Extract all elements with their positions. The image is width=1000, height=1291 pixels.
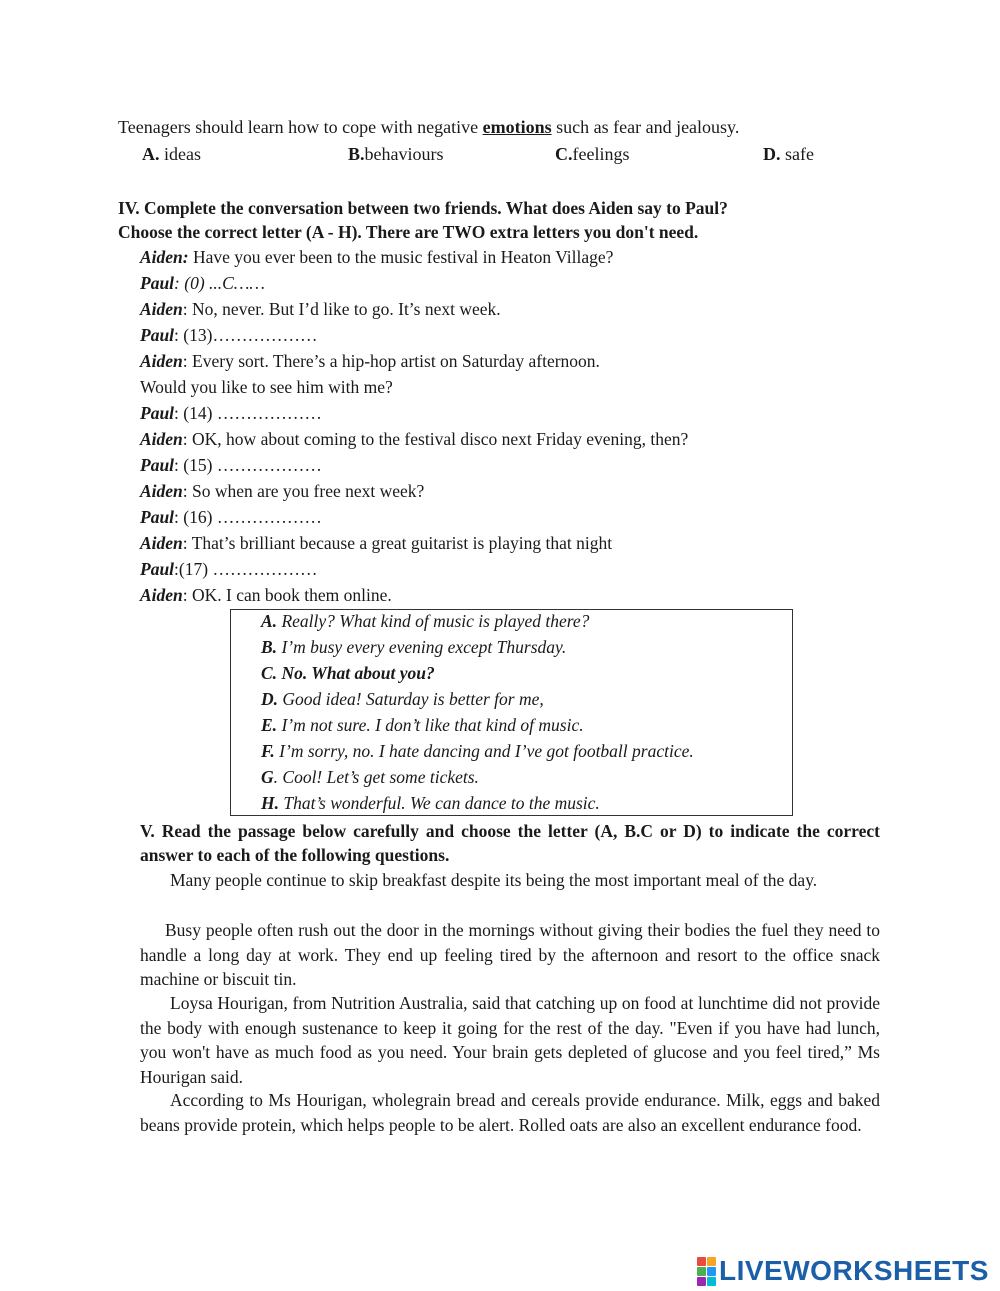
choice-b: B. I’m busy every evening except Thursday. xyxy=(261,637,567,657)
logo-blocks-icon xyxy=(697,1257,716,1286)
passage-paragraph-4: According to Ms Hourigan, wholegrain bread and cereals provide endurance. Milk, eggs and baked beans provide protein, which helps people to be alert. Rolled oats are also an excellent endurance food. xyxy=(140,1090,880,1135)
choice-h: H. That’s wonderful. We can dance to the music. xyxy=(261,793,600,813)
dialogue-line: Aiden: Have you ever been to the music festival in Heaton Village? xyxy=(140,247,614,267)
choice-d: D. Good idea! Saturday is better for me, xyxy=(261,689,544,709)
choice-g: G. Cool! Let’s get some tickets. xyxy=(261,767,479,787)
logo-text: LIVEWORKSHEETS xyxy=(719,1255,989,1286)
dialogue-line: Paul: (0) ...C…… xyxy=(140,273,265,293)
answer-blank-15[interactable]: Paul: (15) ……………… xyxy=(140,455,322,475)
option-a[interactable]: A. ideas xyxy=(142,144,201,164)
answer-blank-13[interactable]: Paul: (13)……………… xyxy=(140,325,318,345)
option-b[interactable]: B.behaviours xyxy=(348,144,444,164)
dialogue-line: Aiden: Every sort. There’s a hip-hop artist on Saturday afternoon. xyxy=(140,351,600,371)
option-d[interactable]: D. safe xyxy=(763,144,814,164)
keyword-emotions: emotions xyxy=(482,117,552,137)
passage-paragraph-3: Loysa Hourigan, from Nutrition Australia, said that catching up on food at lunchtime did not provide the body with enough sustenance to keep it going for the rest of the day. "Even if you have had lunch, you won't have as much food as you need. Your brain gets depleted of glucose and you feel tired,” Ms Hourigan said. xyxy=(140,993,880,1087)
sentence-part: Teenagers should learn how to cope with negative xyxy=(118,117,483,137)
answer-blank-14[interactable]: Paul: (14) ……………… xyxy=(140,403,322,423)
liveworksheets-logo xyxy=(697,1256,989,1286)
prev-question-sentence xyxy=(118,117,739,138)
section4-heading-line2: Choose the correct letter (A - H). There are TWO extra letters you don't need. xyxy=(118,222,699,242)
choice-c: C. No. What about you? xyxy=(261,663,435,683)
dialogue-line: Aiden: OK. I can book them online. xyxy=(140,585,392,605)
section4-heading-line1: IV. Complete the conversation between two friends. What does Aiden say to Paul? xyxy=(118,198,728,218)
dialogue-line: Aiden: That’s brilliant because a great guitarist is playing that night xyxy=(140,533,613,553)
answer-blank-16[interactable]: Paul: (16) ……………… xyxy=(140,507,322,527)
choice-a: A. Really? What kind of music is played there? xyxy=(261,611,590,631)
section5-heading: V. Read the passage below carefully and choose the letter (A, B.C or D) to indicate the correct answer to each of the following questions. xyxy=(140,821,880,865)
dialogue-line: Aiden: No, never. But I’d like to go. It’s next week. xyxy=(140,299,501,319)
passage-paragraph-1: Many people continue to skip breakfast despite its being the most important meal of the day. xyxy=(170,870,818,890)
sentence-part: such as fear and jealousy. xyxy=(551,117,740,137)
answer-blank-17[interactable]: Paul:(17) ……………… xyxy=(140,559,318,579)
dialogue-line: Aiden: OK, how about coming to the festival disco next Friday evening, then? xyxy=(140,429,689,449)
passage-paragraph-2: Busy people often rush out the door in the mornings without giving their bodies the fuel they need to handle a long day at work. They end up feeling tired by the afternoon and resort to the office snack machine or biscuit tin. xyxy=(140,920,880,989)
dialogue-line: Aiden: So when are you free next week? xyxy=(140,481,425,501)
choice-f: F. I’m sorry, no. I hate dancing and I’ve got football practice. xyxy=(261,741,694,761)
choice-e: E. I’m not sure. I don’t like that kind of music. xyxy=(261,715,584,735)
option-c[interactable]: C.feelings xyxy=(555,144,630,164)
dialogue-line: Would you like to see him with me? xyxy=(140,377,393,397)
